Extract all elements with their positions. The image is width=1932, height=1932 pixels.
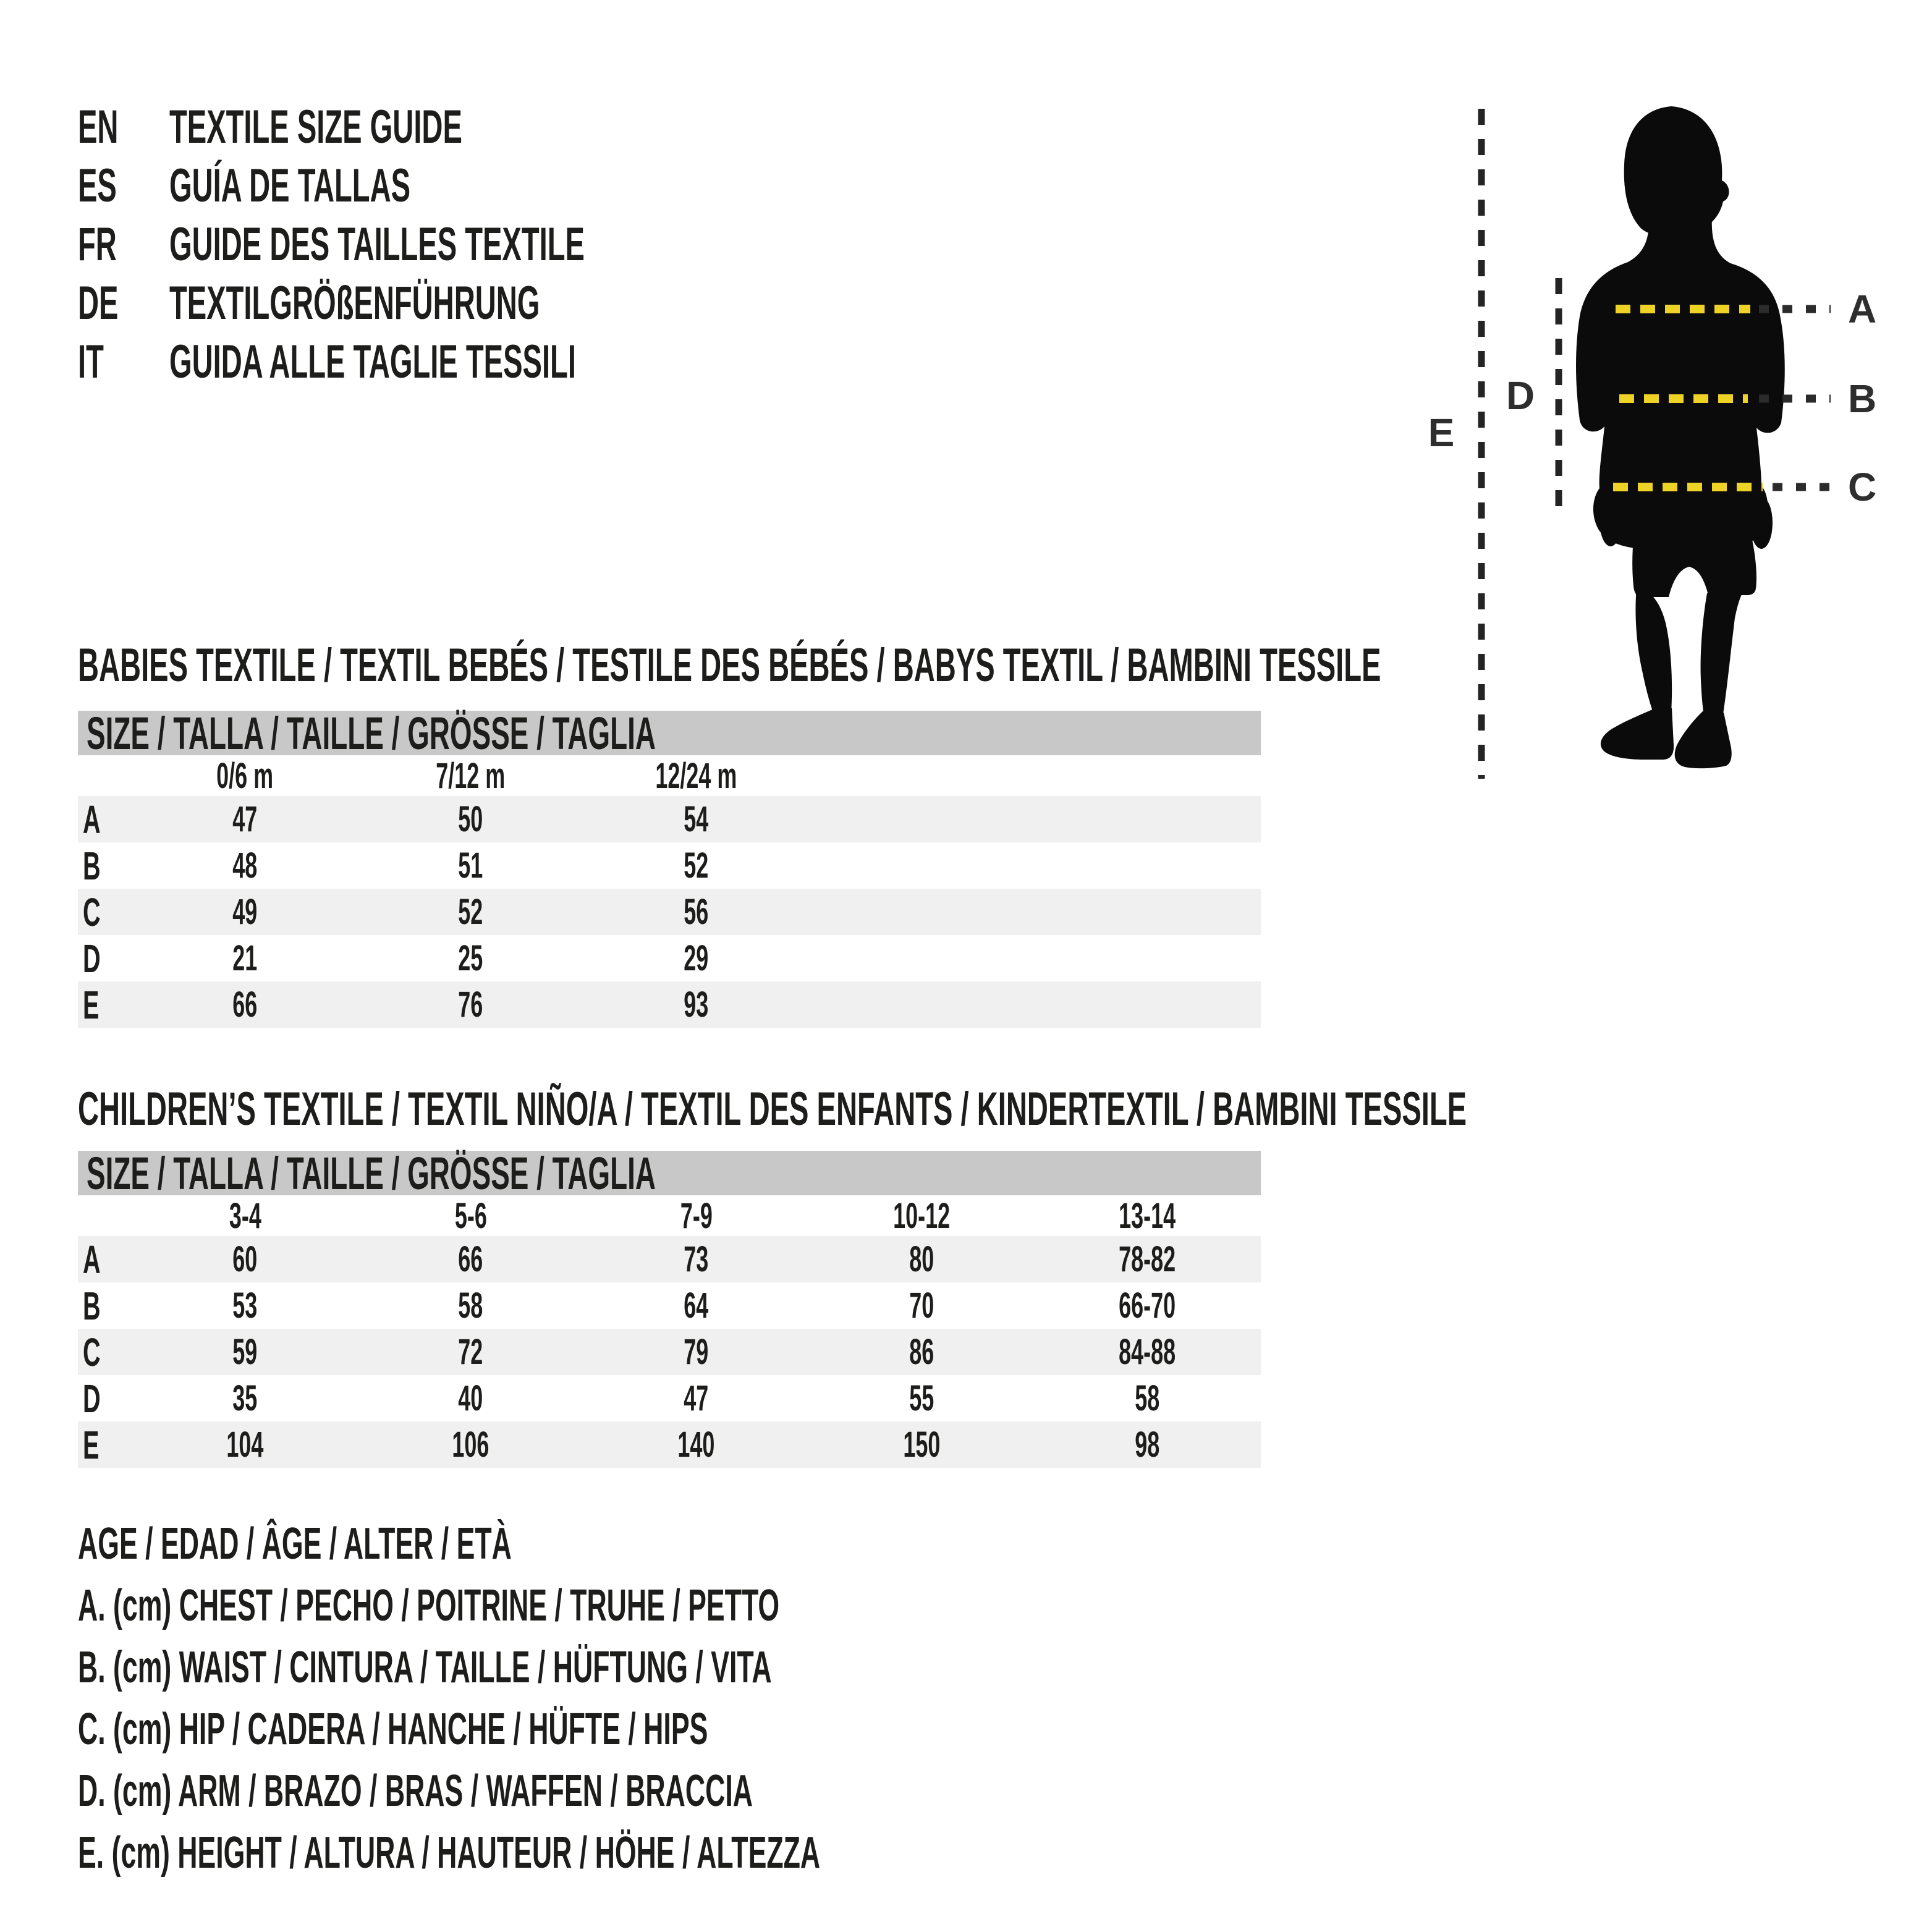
column-header: 0/6 m xyxy=(216,755,274,796)
cell-value: 73 xyxy=(684,1239,709,1279)
cell-value: 80 xyxy=(909,1239,934,1279)
table-row xyxy=(78,1329,1261,1375)
cell-value: 150 xyxy=(903,1425,941,1465)
cell-value: 104 xyxy=(226,1425,264,1465)
cell-value: 86 xyxy=(909,1332,934,1372)
column-header: 12/24 m xyxy=(655,755,737,796)
cell-value: 25 xyxy=(458,938,483,978)
column-header: 13-14 xyxy=(1119,1195,1176,1236)
cell-value: 59 xyxy=(232,1332,258,1372)
language-title: TEXTILE SIZE GUIDE xyxy=(169,101,462,153)
language-code: DE xyxy=(78,277,119,329)
language-code: EN xyxy=(78,101,119,153)
row-label: D xyxy=(83,936,101,981)
cell-value: 60 xyxy=(232,1239,258,1279)
language-row xyxy=(78,274,839,333)
measurement-legend xyxy=(78,1513,1275,1884)
language-code: IT xyxy=(78,336,104,388)
children-size-table xyxy=(78,1147,1261,1468)
language-code: FR xyxy=(78,218,117,271)
cell-value: 21 xyxy=(232,938,258,978)
cell-value: 58 xyxy=(458,1286,483,1326)
cell-value: 64 xyxy=(684,1286,709,1326)
legend-line-height xyxy=(78,1822,1275,1884)
language-title: GUIDA ALLE TAGLIE TESSILI xyxy=(169,336,576,388)
cell-value: 48 xyxy=(232,845,258,886)
figure-label-b: B xyxy=(1848,376,1877,421)
cell-value: 52 xyxy=(458,892,483,932)
column-header: 10-12 xyxy=(893,1195,951,1236)
babies-table-size-header xyxy=(78,707,1261,759)
legend-line-hip xyxy=(78,1698,1275,1760)
legend-line-arm xyxy=(78,1760,1275,1822)
cell-value: 50 xyxy=(458,799,483,839)
language-title: GUÍA DE TALLAS xyxy=(169,159,411,212)
children-table-size-header xyxy=(78,1147,1261,1199)
legend-text: B. (cm) WAIST / CINTURA / TAILLE / HÜFTUNG / VITA xyxy=(78,1643,772,1692)
table-row xyxy=(78,981,1261,1028)
column-header: 7-9 xyxy=(680,1195,713,1236)
cell-value: 98 xyxy=(1135,1425,1160,1465)
table-row xyxy=(78,1236,1261,1282)
language-title: GUIDE DES TAILLES TEXTILE xyxy=(169,218,585,271)
language-title: TEXTILGRÖßENFÜHRUNG xyxy=(169,277,540,329)
cell-value: 66 xyxy=(458,1239,483,1279)
cell-value: 53 xyxy=(232,1286,258,1326)
legend-line-chest xyxy=(78,1575,1275,1637)
table-row xyxy=(78,935,1261,981)
column-header: 7/12 m xyxy=(436,755,506,796)
column-header: 3-4 xyxy=(229,1195,261,1236)
cell-value: 84-88 xyxy=(1119,1332,1176,1372)
cell-value: 47 xyxy=(684,1378,709,1418)
row-label: A xyxy=(83,797,101,842)
cell-value: 70 xyxy=(909,1286,934,1326)
cell-value: 106 xyxy=(452,1425,489,1465)
babies-column-header-row xyxy=(78,755,1261,796)
legend-text: E. (cm) HEIGHT / ALTURA / HAUTEUR / HÖHE / ALTEZZA xyxy=(78,1828,821,1878)
legend-line-waist xyxy=(78,1637,1275,1698)
children-column-header-row xyxy=(78,1195,1261,1236)
cell-value: 51 xyxy=(458,845,483,886)
language-row xyxy=(78,333,839,391)
language-row xyxy=(78,215,839,274)
cell-value: 49 xyxy=(232,892,258,932)
row-label: A xyxy=(83,1237,101,1282)
cell-value: 47 xyxy=(232,799,258,839)
legend-text: A. (cm) CHEST / PECHO / POITRINE / TRUHE / PETTO xyxy=(78,1581,780,1630)
cell-value: 66 xyxy=(232,985,258,1025)
language-row xyxy=(78,98,839,156)
legend-text: C. (cm) HIP / CADERA / HANCHE / HÜFTE / HIPS xyxy=(78,1705,708,1754)
row-label: B xyxy=(83,1283,101,1328)
babies-size-header-text: SIZE / TALLA / TAILLE / GRÖSSE / TAGLIA xyxy=(87,707,656,759)
row-label: D xyxy=(83,1376,101,1421)
legend-text: D. (cm) ARM / BRAZO / BRAS / WAFFEN / BRACCIA xyxy=(78,1766,753,1816)
row-label: C xyxy=(83,1329,101,1375)
cell-value: 72 xyxy=(458,1332,483,1372)
legend-text: AGE / EDAD / ÂGE / ALTER / ETÀ xyxy=(78,1519,512,1569)
cell-value: 66-70 xyxy=(1119,1286,1176,1326)
cell-value: 76 xyxy=(458,985,483,1025)
children-section-title xyxy=(78,1084,1932,1133)
table-row xyxy=(78,1421,1261,1468)
cell-value: 29 xyxy=(684,938,709,978)
figure-label-c: C xyxy=(1848,465,1877,509)
children-size-header-text: SIZE / TALLA / TAILLE / GRÖSSE / TAGLIA xyxy=(87,1147,656,1199)
row-label: E xyxy=(83,1422,100,1467)
babies-section-title-text: BABIES TEXTILE / TEXTIL BEBÉS / TESTILE DES BÉBÉS / BABYS TEXTIL / BAMBINI TESSILE xyxy=(78,638,1381,692)
table-row xyxy=(78,1282,1261,1329)
row-label: C xyxy=(83,889,101,934)
table-row xyxy=(78,842,1261,889)
cell-value: 54 xyxy=(684,799,709,839)
babies-section-title xyxy=(78,640,1932,690)
cell-value: 93 xyxy=(684,985,709,1025)
cell-value: 35 xyxy=(232,1378,258,1418)
figure-label-e: E xyxy=(1428,410,1455,455)
table-row xyxy=(78,796,1261,842)
row-label: B xyxy=(83,843,101,888)
cell-value: 52 xyxy=(684,845,709,886)
column-header: 5-6 xyxy=(454,1195,487,1236)
cell-value: 140 xyxy=(677,1425,715,1465)
cell-value: 78-82 xyxy=(1119,1239,1176,1279)
language-code: ES xyxy=(78,159,117,212)
babies-size-table xyxy=(78,707,1261,1028)
cell-value: 56 xyxy=(684,892,709,932)
cell-value: 40 xyxy=(458,1378,483,1418)
children-section-title-text: CHILDREN’S TEXTILE / TEXTIL NIÑO/A / TEXTIL DES ENFANTS / KINDERTEXTIL / BAMBINI TESSILE xyxy=(78,1082,1467,1135)
row-label: E xyxy=(83,982,100,1027)
figure-label-a: A xyxy=(1848,287,1877,331)
language-row xyxy=(78,156,839,215)
cell-value: 79 xyxy=(684,1332,709,1372)
language-title-list xyxy=(78,98,839,391)
table-row xyxy=(78,889,1261,935)
legend-line-age xyxy=(78,1513,1275,1575)
cell-value: 58 xyxy=(1135,1378,1160,1418)
figure-label-d: D xyxy=(1506,373,1535,418)
table-row xyxy=(78,1375,1261,1421)
cell-value: 55 xyxy=(909,1378,934,1418)
